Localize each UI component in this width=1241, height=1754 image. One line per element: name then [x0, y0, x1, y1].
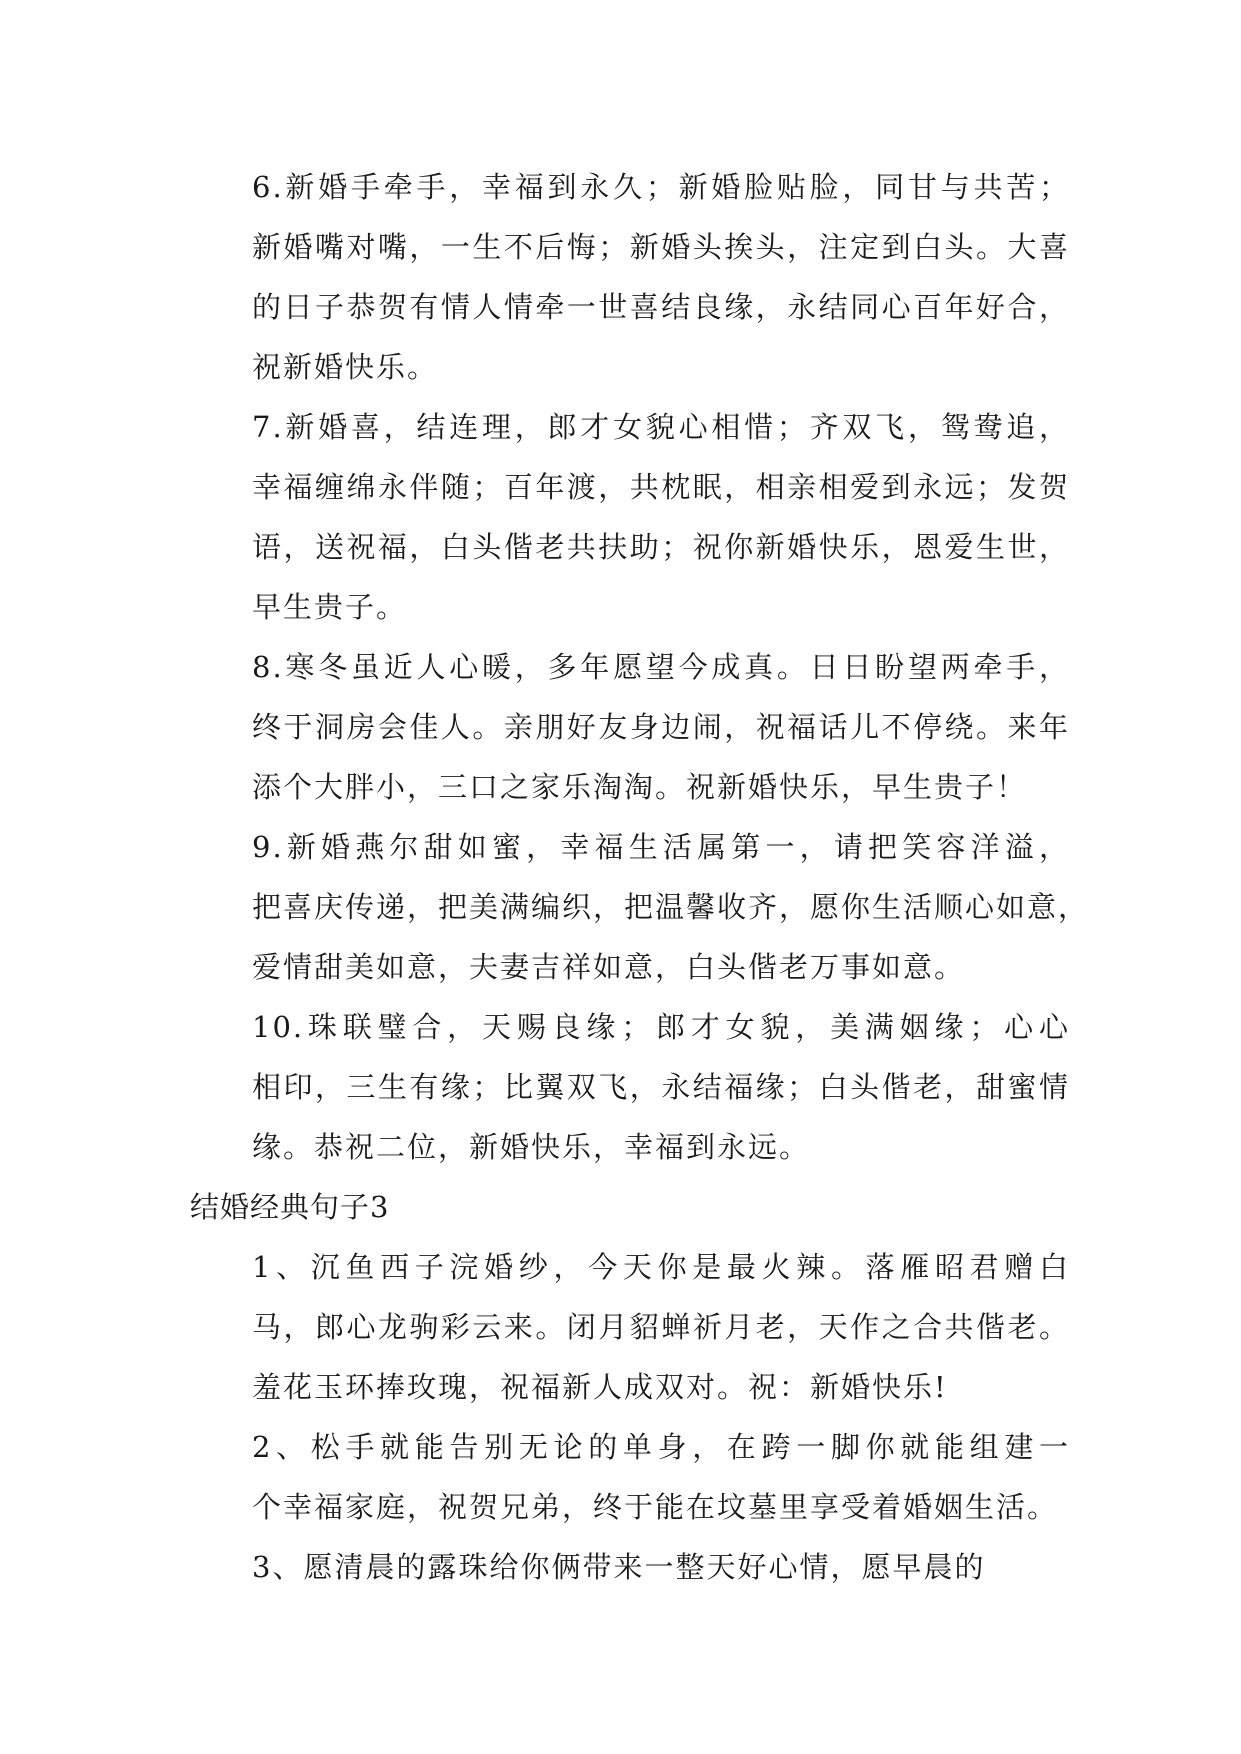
body-paragraph: [190, 1537, 1070, 1597]
text-line: 结婚经典句子3: [190, 1190, 390, 1224]
text-line: 个幸福家庭，祝贺兄弟，终于能在坟墓里享受着婚姻生活。: [252, 1490, 1059, 1524]
body-paragraph: [190, 157, 1070, 397]
text-line: 终于洞房会佳人。亲朋好友身边闹，祝福话儿不停绕。来年: [252, 710, 1070, 744]
text-line: 相印，三生有缘；比翼双飞，永结福缘；白头偕老，甜蜜情: [252, 1070, 1070, 1104]
body-paragraph: [190, 1237, 1070, 1417]
body-paragraph: [190, 397, 1070, 637]
body-paragraph: [190, 997, 1070, 1177]
body-paragraph: [190, 817, 1090, 997]
text-line: 1、沉鱼西子浣婚纱，今天你是最火辣。落雁昭君赠白: [252, 1250, 1070, 1284]
text-line: 马，郎心龙驹彩云来。闭月貂蝉祈月老，天作之合共偕老。: [252, 1310, 1070, 1344]
text-line: 语，送祝福，白头偕老共扶助；祝你新婚快乐，恩爱生世，: [252, 530, 1070, 564]
text-line: 缘。恭祝二位，新婚快乐，幸福到永远。: [252, 1130, 811, 1164]
text-line: 早生贵子。: [252, 590, 408, 624]
text-line: 幸福缠绵永伴随；百年渡，共枕眠，相亲相爱到永远；发贺: [252, 470, 1070, 504]
text-line: 羞花玉环捧玫瑰，祝福新人成双对。祝：新婚快乐!: [252, 1370, 948, 1404]
text-line: 把喜庆传递，把美满编织，把温馨收齐，愿你生活顺心如意，: [252, 890, 1090, 924]
section-heading: [190, 1177, 1070, 1237]
text-line: 2、松手就能告别无论的单身，在跨一脚你就能组建一: [252, 1430, 1070, 1464]
text-line: 3、愿清晨的露珠给你俩带来一整天好心情，愿早晨的: [252, 1550, 986, 1584]
text-line: 7.新婚喜，结连理，郎才女貌心相惜；齐双飞，鸳鸯追，: [252, 410, 1070, 444]
text-line: 6.新婚手牵手，幸福到永久；新婚脸贴脸，同甘与共苦；: [252, 170, 1070, 204]
document-body: [190, 157, 1090, 1597]
text-line: 9.新婚燕尔甜如蜜，幸福生活属第一，请把笑容洋溢，: [252, 830, 1070, 864]
text-line: 爱情甜美如意，夫妻吉祥如意，白头偕老万事如意。: [252, 950, 966, 984]
text-line: 新婚嘴对嘴，一生不后悔；新婚头挨头，注定到白头。大喜: [252, 230, 1070, 264]
body-paragraph: [190, 1417, 1070, 1537]
text-line: 祝新婚快乐。: [252, 350, 439, 384]
text-line: 添个大胖小，三口之家乐淘淘。祝新婚快乐，早生贵子！: [252, 770, 1028, 804]
text-line: 的日子恭贺有情人情牵一世喜结良缘，永结同心百年好合，: [252, 290, 1070, 324]
body-paragraph: [190, 637, 1070, 817]
text-line: 10.珠联璧合，天赐良缘；郎才女貌，美满姻缘；心心: [252, 1010, 1070, 1044]
text-line: 8.寒冬虽近人心暖，多年愿望今成真。日日盼望两牵手，: [252, 650, 1070, 684]
